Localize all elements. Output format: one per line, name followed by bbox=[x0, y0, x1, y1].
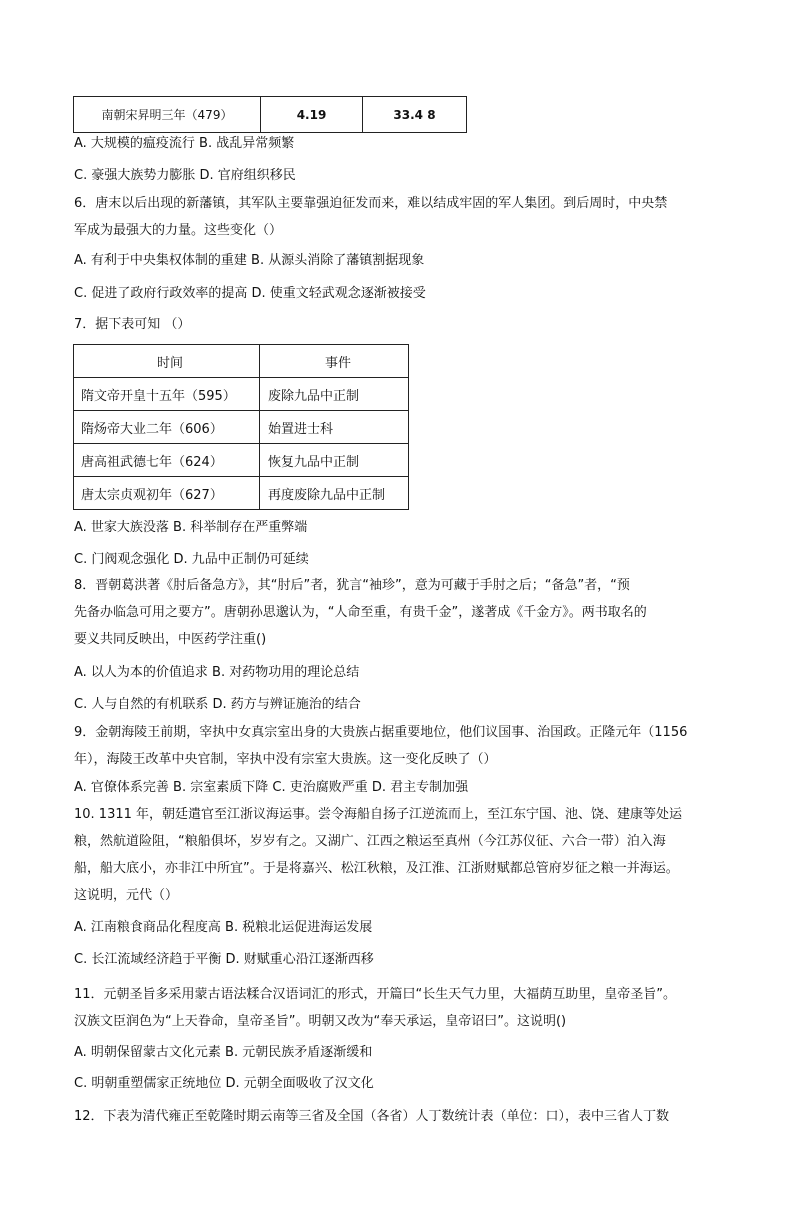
table-cell: 唐太宗贞观初年（627） bbox=[74, 477, 260, 510]
table-row bbox=[74, 477, 409, 510]
table-header-time: 时间 bbox=[74, 345, 260, 378]
table-cell: 33.4 8 bbox=[363, 97, 467, 133]
table-cell: 恢复九品中正制 bbox=[260, 444, 409, 477]
q10-stem-line-1: 10. 1311 年，朝廷遣官至江浙议海运事。尝令海船自扬子江逆流而上，至江东宁国、池、饶、建康等处运 bbox=[74, 807, 683, 822]
table-cell: 南朝宋昇明三年（479） bbox=[74, 97, 261, 133]
table-cell: 始置进士科 bbox=[260, 411, 409, 444]
q9-options-line-1: A. 官僚体系完善 B. 宗室素质下降 C. 吏治腐败严重 D. 君主专制加强 bbox=[74, 780, 469, 795]
q7-table bbox=[73, 344, 409, 510]
q9-stem-line-2: 年），海陵王改革中央官制，宰执中没有宗室大贵族。这一变化反映了（） bbox=[74, 752, 497, 767]
q5-options-line-1: A. 大规模的瘟疫流行 B. 战乱异常频繁 bbox=[74, 136, 295, 151]
table-row bbox=[74, 97, 467, 133]
q10-stem-line-2: 粮，然航道险阻，“粮船俱坏，岁岁有之。又湖广、江西之粮运至真州（今江苏仪征、六合一带）泊入海 bbox=[74, 834, 666, 849]
q11-stem-line-1: 11．元朝圣旨多采用蒙古语法糅合汉语词汇的形式，开篇曰“长生天气力里，大福荫互助里，皇帝圣旨”。 bbox=[74, 987, 677, 1002]
table-cell: 4.19 bbox=[261, 97, 363, 133]
table-cell: 隋炀帝大业二年（606） bbox=[74, 411, 260, 444]
q10-stem-line-3: 船，船大底小，亦非江中所宜”。于是将嘉兴、松江秋粮，及江淮、江浙财赋都总管府岁征之粮一并海运。 bbox=[74, 861, 679, 876]
table-row bbox=[74, 378, 409, 411]
q11-options-line-1: A. 明朝保留蒙古文化元素 B. 元朝民族矛盾逐渐缓和 bbox=[74, 1045, 373, 1060]
q8-stem-line-3: 要义共同反映出，中医药学注重() bbox=[74, 632, 267, 647]
top-data-table bbox=[73, 96, 467, 133]
q12-stem-line-1: 12．下表为清代雍正至乾隆时期云南等三省及全国（各省）人丁数统计表（单位：口），表中三省人丁数 bbox=[74, 1109, 670, 1124]
q11-stem-line-2: 汉族文臣润色为“上天眷命，皇帝圣旨”。明朝又改为“奉天承运，皇帝诏曰”。这说明() bbox=[74, 1014, 567, 1029]
q6-options-line-1: A. 有利于中央集权体制的重建 B. 从源头消除了藩镇割据现象 bbox=[74, 253, 425, 268]
q6-options-line-2: C. 促进了政府行政效率的提高 D. 使重文轻武观念逐渐被接受 bbox=[74, 286, 426, 301]
table-cell: 废除九品中正制 bbox=[260, 378, 409, 411]
q8-options-line-1: A. 以人为本的价值追求 B. 对药物功用的理论总结 bbox=[74, 665, 360, 680]
q7-options-line-1: A. 世家大族没落 B. 科举制存在严重弊端 bbox=[74, 520, 308, 535]
q6-stem-line-1: 6．唐末以后出现的新藩镇，其军队主要靠强迫征发而来，难以结成牢固的军人集团。到后周时，中央禁 bbox=[74, 196, 668, 211]
q7-options-line-2: C. 门阀观念强化 D. 九品中正制仍可延续 bbox=[74, 552, 309, 567]
table-row bbox=[74, 444, 409, 477]
table-header-row bbox=[74, 345, 409, 378]
table-header-event: 事件 bbox=[260, 345, 409, 378]
q7-stem: 7．据下表可知 （） bbox=[74, 317, 191, 332]
table-cell: 再度废除九品中正制 bbox=[260, 477, 409, 510]
q11-options-line-2: C. 明朝重塑儒家正统地位 D. 元朝全面吸收了汉文化 bbox=[74, 1076, 374, 1091]
table-cell: 隋文帝开皇十五年（595） bbox=[74, 378, 260, 411]
q5-options-line-2: C. 豪强大族势力膨胀 D. 官府组织移民 bbox=[74, 168, 296, 183]
q8-options-line-2: C. 人与自然的有机联系 D. 药方与辨证施治的结合 bbox=[74, 697, 361, 712]
q8-stem-line-1: 8．晋朝葛洪著《肘后备急方》，其“肘后”者，犹言“袖珍”，意为可藏于手肘之后；“备急”者，“预 bbox=[74, 578, 630, 593]
q6-stem-line-2: 军成为最强大的力量。这些变化（） bbox=[74, 223, 283, 238]
table-cell: 唐高祖武德七年（624） bbox=[74, 444, 260, 477]
q9-stem-line-1: 9．金朝海陵王前期，宰执中女真宗室出身的大贵族占据重要地位，他们议国事、治国政。正隆元年（1156 bbox=[74, 725, 688, 740]
q10-options-line-2: C. 长江流域经济趋于平衡 D. 财赋重心沿江逐渐西移 bbox=[74, 952, 374, 967]
q10-stem-line-4: 这说明，元代（） bbox=[74, 888, 179, 903]
q10-options-line-1: A. 江南粮食商品化程度高 B. 税粮北运促进海运发展 bbox=[74, 920, 373, 935]
q8-stem-line-2: 先备办临急可用之要方”。唐朝孙思邈认为，“人命至重，有贵千金”，遂著成《千金方》。两书取名的 bbox=[74, 605, 647, 620]
table-row bbox=[74, 411, 409, 444]
